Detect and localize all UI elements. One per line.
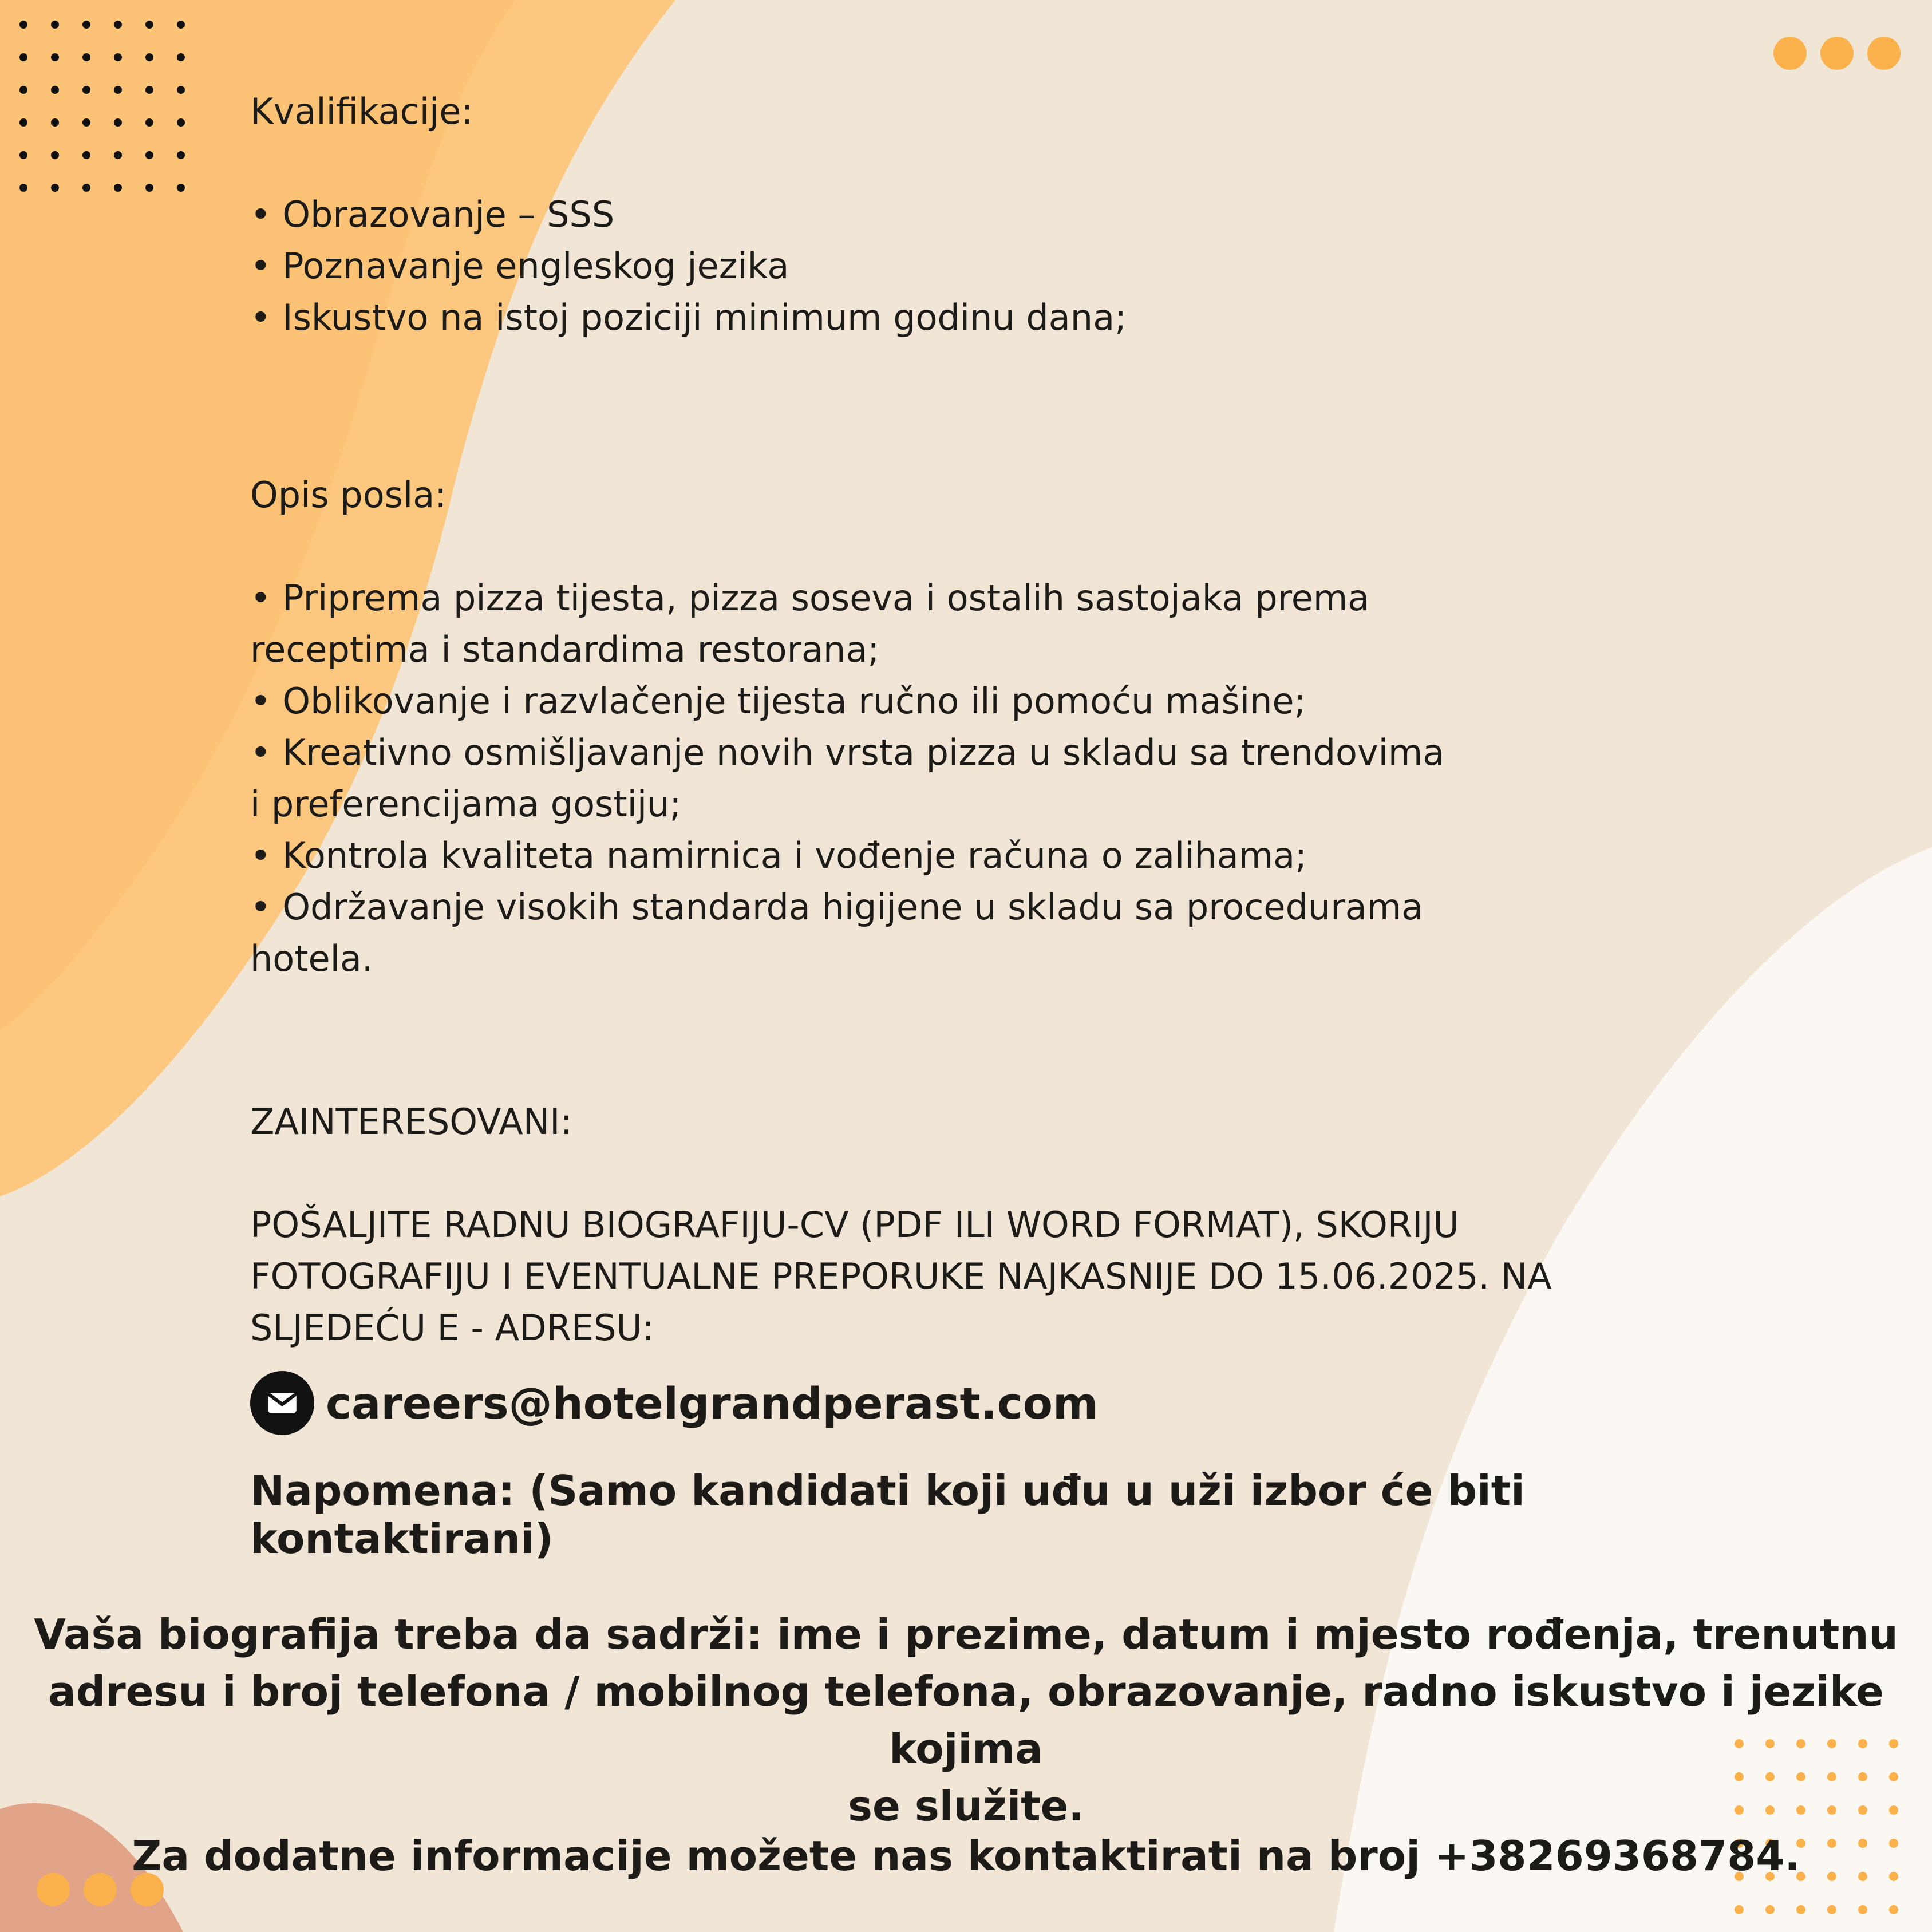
envelope-icon xyxy=(250,1371,314,1435)
email-row xyxy=(250,1371,1739,1435)
job-posting-body xyxy=(250,86,1739,1604)
decorative-dots-top-right xyxy=(1773,37,1901,70)
qualifications-heading: Kvalifikacije: xyxy=(250,90,473,132)
job-description-heading: Opis posla: xyxy=(250,474,447,516)
job-description-item: • Održavanje visokih standarda higijene u skladu sa procedurama hotela. xyxy=(250,886,1424,979)
job-description-item: • Kreativno osmišljavanje novih vrsta pizza u skladu sa trendovima i preferencijama gostiju; xyxy=(250,732,1445,825)
application-instructions: POŠALJITE RADNU BIOGRAFIJU-CV (PDF ILI WORD FORMAT), SKORIJU FOTOGRAFIJU I EVENTUALNE PREPORUKE NAJKASNIJE DO 15.06.2025. NA SLJEDEĆU E - ADRESU: xyxy=(250,1204,1552,1349)
decorative-dot-grid-top-left xyxy=(19,21,185,192)
email-link[interactable]: careers@hotelgrandperast.com xyxy=(326,1377,1099,1429)
job-description-item: • Priprema pizza tijesta, pizza soseva i ostalih sastojaka prema receptima i standardima restorana; xyxy=(250,577,1370,670)
contact-info: Za dodatne informacije možete nas kontaktirati na broj +38269368784. xyxy=(132,1832,1800,1880)
bio-requirements: Vaša biografija treba da sadrži: ime i prezime, datum i mjesto rođenja, trenutnu adresu i broj telefona / mobilnog telefona, obrazovanje, radno iskustvo i jezike kojima se služite. xyxy=(34,1610,1898,1830)
shortlist-note: Napomena: (Samo kandidati koji uđu u uži izbor će biti kontaktirani) xyxy=(250,1467,1525,1563)
application-heading: ZAINTERESOVANI: xyxy=(250,1101,572,1143)
job-description-item: • Kontrola kvaliteta namirnica i vođenje računa o zalihama; xyxy=(250,835,1307,876)
job-description-item: • Oblikovanje i razvlačenje tijesta ručno ili pomoću mašine; xyxy=(250,680,1306,722)
qualification-item: • Obrazovanje – SSS xyxy=(250,193,615,235)
qualification-item: • Iskustvo na istoj poziciji minimum godinu dana; xyxy=(250,297,1127,338)
qualification-item: • Poznavanje engleskog jezika xyxy=(250,245,789,287)
